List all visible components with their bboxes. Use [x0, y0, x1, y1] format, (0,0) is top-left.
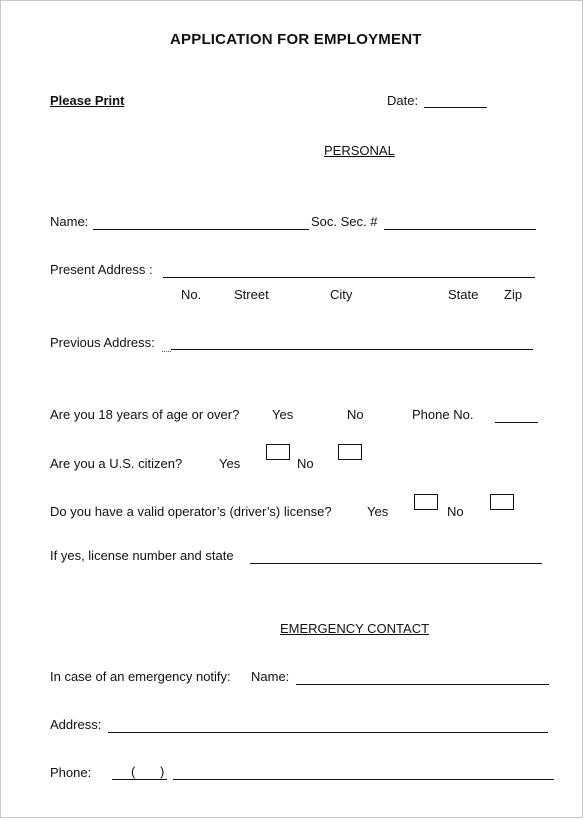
citizen-question: Are you a U.S. citizen? — [50, 456, 183, 471]
age-question: Are you 18 years of age or over? — [50, 407, 240, 422]
present-address-field[interactable] — [163, 277, 535, 278]
license-number-label: If yes, license number and state — [50, 548, 234, 563]
previous-address-dots — [162, 351, 171, 352]
license-yes-label: Yes — [367, 504, 389, 519]
address-state-label: State — [448, 287, 479, 302]
emergency-name-label: Name: — [251, 669, 290, 684]
name-field[interactable] — [93, 229, 309, 230]
address-city-label: City — [330, 287, 353, 302]
license-yes-checkbox[interactable] — [414, 494, 438, 510]
date-label: Date: — [387, 93, 419, 108]
emergency-address-field[interactable] — [108, 732, 548, 733]
phone-field[interactable] — [495, 422, 538, 423]
license-no-checkbox[interactable] — [490, 494, 514, 510]
address-no-label: No. — [181, 287, 202, 302]
emergency-name-field[interactable] — [296, 684, 549, 685]
emergency-address-label: Address: — [50, 717, 102, 732]
license-number-field[interactable] — [250, 563, 542, 564]
phone-label: Phone No. — [412, 407, 474, 422]
present-address-label: Present Address : — [50, 262, 153, 277]
ssn-field[interactable] — [384, 229, 536, 230]
name-label: Name: — [50, 214, 89, 229]
emergency-phone-area-field[interactable] — [112, 779, 167, 780]
personal-heading: PERSONAL — [324, 143, 395, 158]
emergency-contact-heading: EMERGENCY CONTACT — [280, 621, 430, 636]
emergency-phone-label: Phone: — [50, 765, 92, 780]
citizen-yes-checkbox[interactable] — [266, 444, 290, 460]
previous-address-label: Previous Address: — [50, 335, 155, 350]
age-no-label: No — [347, 407, 364, 422]
citizen-yes-label: Yes — [219, 456, 241, 471]
date-field[interactable] — [424, 107, 487, 108]
phone-area-open: ( — [131, 764, 136, 779]
phone-area-close: ) — [160, 764, 165, 779]
license-question: Do you have a valid operator’s (driver’s) license? — [50, 504, 332, 519]
form-title: APPLICATION FOR EMPLOYMENT — [170, 31, 422, 48]
please-print-note: Please Print — [50, 93, 125, 108]
citizen-no-checkbox[interactable] — [338, 444, 362, 460]
previous-address-field[interactable] — [171, 349, 533, 350]
ssn-label: Soc. Sec. # — [311, 214, 378, 229]
address-zip-label: Zip — [504, 287, 523, 302]
address-street-label: Street — [234, 287, 269, 302]
citizen-no-label: No — [297, 456, 314, 471]
emergency-phone-number-field[interactable] — [173, 779, 554, 780]
age-yes-label: Yes — [272, 407, 294, 422]
emergency-notify-label: In case of an emergency notify: — [50, 669, 231, 684]
license-no-label: No — [447, 504, 464, 519]
